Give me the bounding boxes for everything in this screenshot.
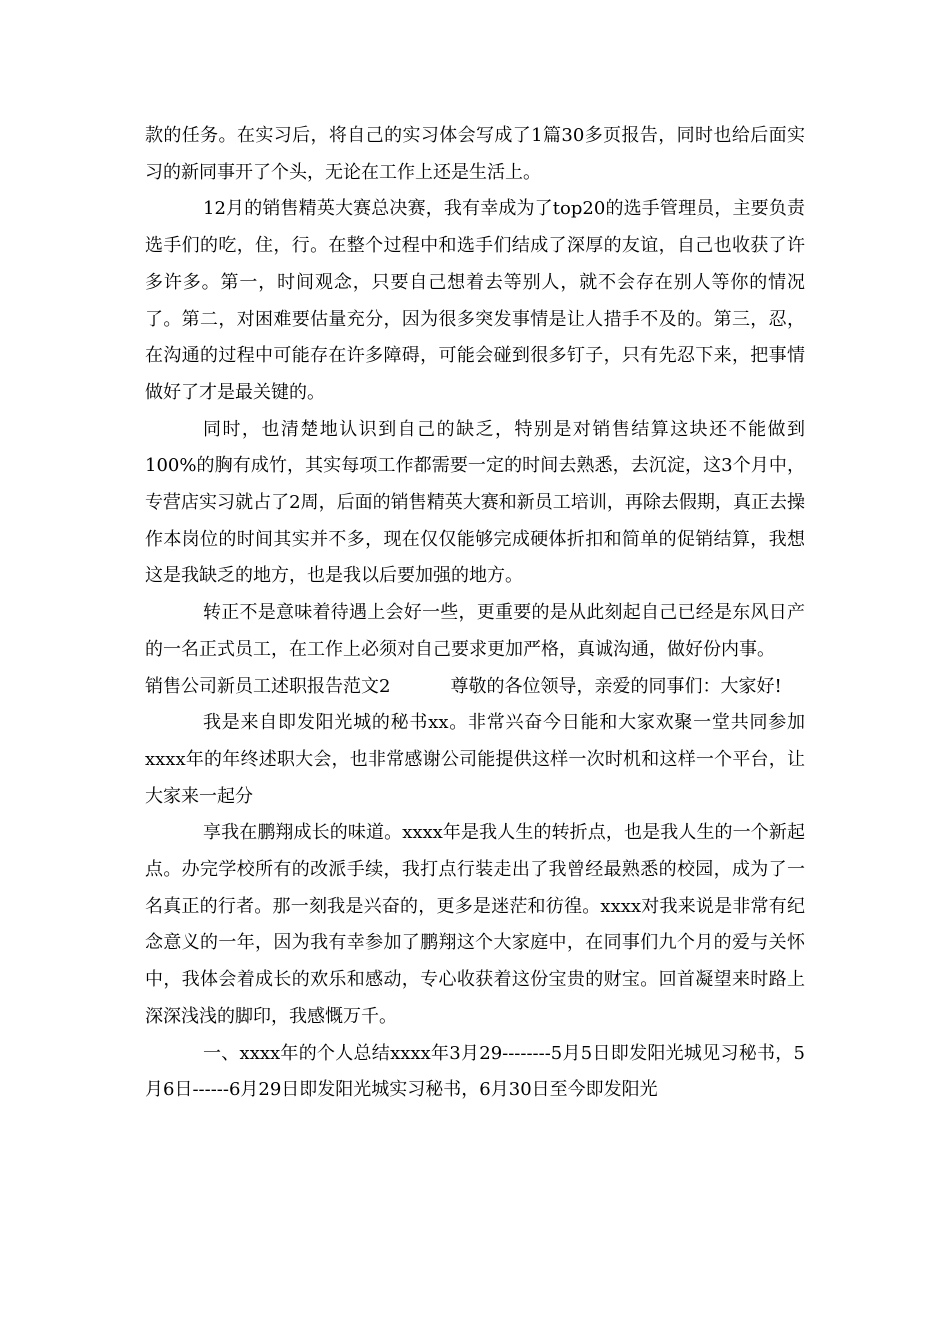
section-title: 销售公司新员工述职报告范文2 (145, 675, 391, 697)
paragraph-3: 同时，也清楚地认识到自己的缺乏，特别是对销售结算这块还不能做到100%的胸有成竹，其实每项工作都需要一定的时间去熟悉，去沉淀，这3个月中，专营店实习就占了2周，后面的销售精英大赛和新员工培训，再除去假期，真正去操作本岗位的时间其实并不多，现在仅仅能够完成硬体折扣和简单的促销结算，我想这是我缺乏的地方，也是我以后要加强的地方。 (145, 418, 805, 587)
paragraph-8: 一、xxxx年的个人总结xxxx年3月29--------5月5日即发阳光城见习秘书，5月6日------6月29日即发阳光城实习秘书，6月30日至今即发阳光 (145, 1042, 805, 1101)
section-heading-line (145, 669, 805, 706)
paragraph-6: 我是来自即发阳光城的秘书xx。非常兴奋今日能和大家欢聚一堂共同参加xxxx年的年终述职大会，也非常感谢公司能提供这样一次时机和这样一个平台，让大家来一起分 (145, 712, 805, 807)
paragraph-1: 款的任务。在实习后，将自己的实习体会写成了1篇30多页报告，同时也给后面实习的新同事开了个头，无论在工作上还是生活上。 (145, 125, 805, 183)
paragraph-2: 12月的销售精英大赛总决赛，我有幸成为了top20的选手管理员，主要负责选手们的吃，住，行。在整个过程中和选手们结成了深厚的友谊，自己也收获了许多许多。第一，时间观念，只要自己想着去等别人，就不会存在别人等你的情况了。第二，对困难要估量充分，因为很多突发事情是让人措手不及的。第三，忍，在沟通的过程中可能存在许多障碍，可能会碰到很多钉子，只有先忍下来，把事情做好了才是最关键的。 (145, 198, 805, 403)
paragraph-7: 享我在鹏翔成长的味道。xxxx年是我人生的转折点，也是我人生的一个新起点。办完学校所有的改派手续，我打点行装走出了我曾经最熟悉的校园，成为了一名真正的行者。那一刻我是兴奋的，更多是迷茫和彷徨。xxxx对我来说是非常有纪念意义的一年，因为我有幸参加了鹏翔这个大家庭中，在同事们九个月的爱与关怀中，我体会着成长的欢乐和感动，专心收获着这份宝贵的财宝。回首凝望来时路上深深浅浅的脚印，我感慨万千。 (145, 822, 805, 1027)
greeting: 尊敬的各位领导，亲爱的同事们：大家好! (450, 675, 782, 697)
paragraph-4: 转正不是意味着待遇上会好一些，更重要的是从此刻起自己已经是东风日产的一名正式员工，在工作上必须对自己要求更加严格，真诚沟通，做好份内事。 (145, 602, 805, 660)
document-body (145, 118, 805, 1109)
